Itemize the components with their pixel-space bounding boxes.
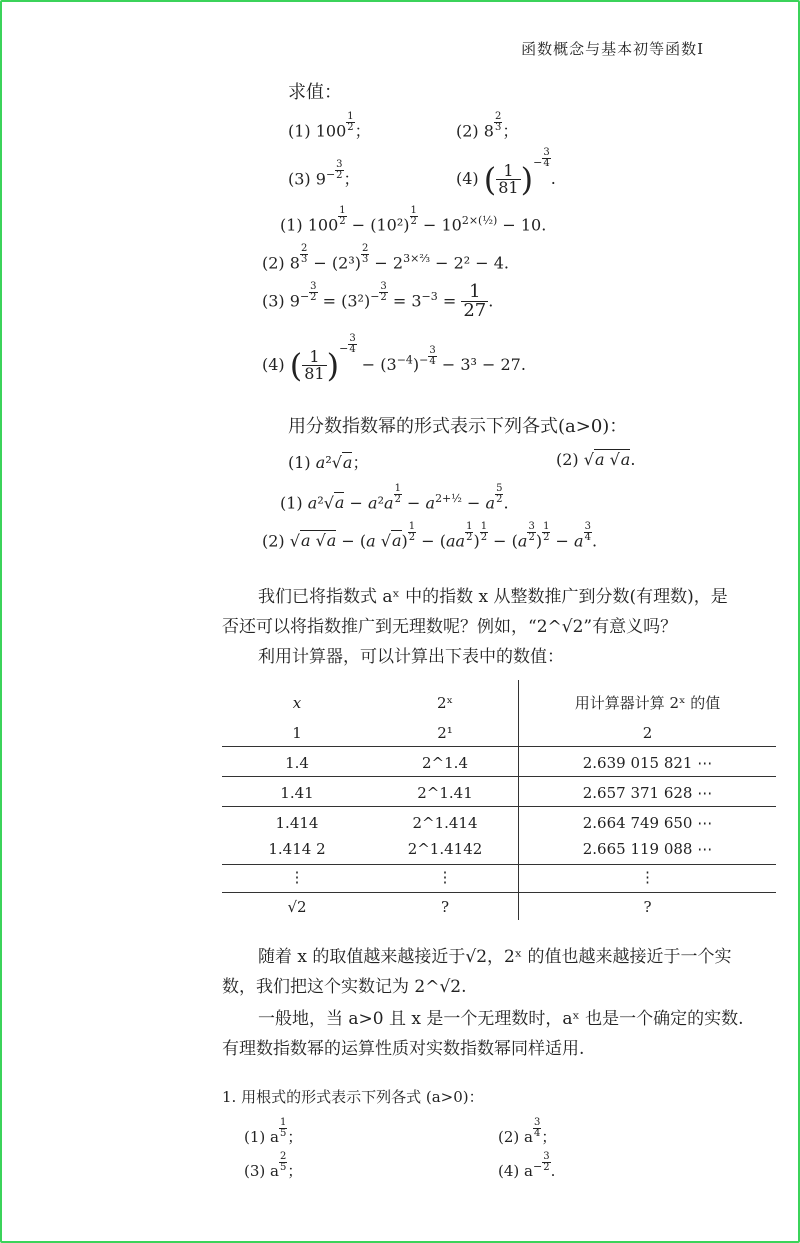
paragraph-3-line-2: 数，我们把这个实数记为 2^√2. <box>222 977 467 997</box>
example2-prompt: 用分数指数幂的形式表示下列各式(a>0)： <box>288 416 628 437</box>
exercise-item-2: (2) a $\frac{3}{4}$ ； <box>498 1117 557 1146</box>
solution1-line-2: (2) 8 $\frac{2}{3}$ − (2³) $\frac{2}{3}$ − $2^{3\times\frac{2}{3}} - 2^2 - 4$. <box>262 243 510 273</box>
table-row-2-x: 1.4 <box>285 754 309 772</box>
table-header-power: 2ˣ <box>437 694 453 712</box>
table-row-5-value: 2.665 119 088 ⋯ <box>582 840 713 858</box>
solution1-line-1: (1) 100 $\frac{1}{2}$ − (10²) $\frac{1}{2}$ − $10^{2\times(\frac{1}{2})} - 10$. <box>280 205 547 235</box>
paragraph-1-line-2: 否还可以将指数推广到无理数呢？例如，“2^√2”有意义吗？ <box>222 617 678 637</box>
table-row-1-x: 1 <box>292 724 302 742</box>
solution2-line-1: (1) a²√a − a²a $\frac{1}{2}$ − $a^{2+\frac{1}{2}} - a$ $\frac{5}{2}$ . <box>280 483 509 513</box>
table-row-7-value: ? <box>643 898 652 916</box>
exercise-item-1: (1) a $\frac{1}{5}$ ； <box>244 1117 303 1146</box>
example1-item-1: (1) 100 $\frac{1}{2}$ ； <box>288 111 371 141</box>
table-row-5-power: 2^1.4142 <box>407 840 483 858</box>
example1-item-2: (2) 8 $\frac{2}{3}$ ； <box>456 111 519 141</box>
table-row-4-value: 2.664 749 650 ⋯ <box>582 814 713 832</box>
table-row-3-value: 2.657 371 628 ⋯ <box>582 784 713 802</box>
calculation-table <box>222 680 776 920</box>
paragraph-4-line-2: 有理数指数幂的运算性质对实数指数幂同样适用. <box>222 1039 585 1059</box>
table-row-2-value: 2.639 015 821 ⋯ <box>582 754 713 772</box>
table-row-1-value: 2 <box>642 724 653 742</box>
example2-item-1: (1) a²√a； <box>288 453 369 472</box>
table-row-7-x: √2 <box>287 898 307 916</box>
exercise-title: 1. 用根式的形式表示下列各式 (a>0)： <box>222 1088 484 1106</box>
paragraph-1-line-1: 我们已将指数式 aˣ 中的指数 x 从整数推广到分数(有理数)，是 <box>258 587 728 607</box>
table-row-7-power: ? <box>440 898 450 916</box>
table-header-value: 用计算器计算 2ˣ 的值 <box>574 694 721 712</box>
example1-item-4: (4) ( $\frac{1}{81}$ )− $\frac{3}{4}$ . <box>456 147 556 199</box>
table-row-6-value: ⋮ <box>640 868 655 886</box>
solution1-line-4: (4) ( $\frac{1}{81}$ )− $\frac{3}{4}$ − $(3^{-4})^-$ $\frac{3}{4}$ − 3³ − 27. <box>262 333 526 385</box>
table-row-6-x: ⋮ <box>289 868 305 886</box>
paragraph-4-line-1: 一般地，当 a>0 且 x 是一个无理数时，aˣ 也是一个确定的实数. <box>258 1009 744 1029</box>
paragraph-3-line-1: 随着 x 的取值越来越接近于√2，2ˣ 的值也越来越接近于一个实 <box>258 947 732 967</box>
table-row-4-x: 1.414 <box>275 814 319 832</box>
running-header: 函数概念与基本初等函数Ⅰ <box>521 40 704 58</box>
solution2-line-2: (2) √a √a − (a √a) $\frac{1}{2}$ − (aa $\frac{1}{2}$ ) $\frac{1}{2}$ − (a $\frac{3}{2}$ ) $\frac{1}{2}$ − a $\frac{3}{4}$ . <box>262 521 598 551</box>
table-row-2-power: 2^1.4 <box>422 754 468 772</box>
table-row-1-power: 2¹ <box>437 724 453 742</box>
example1-prompt: 求值： <box>288 82 342 103</box>
table-header-x: x <box>292 694 302 712</box>
example1-item-3: (3) 9− $\frac{3}{2}$ ； <box>288 159 360 189</box>
paragraph-2: 利用计算器，可以计算出下表中的数值： <box>258 647 564 667</box>
exercise-item-4: (4) a− $\frac{3}{2}$ . <box>498 1151 556 1180</box>
exercise-item-3: (3) a $\frac{2}{5}$ ； <box>244 1151 303 1180</box>
table-row-6-power: ⋮ <box>437 868 453 886</box>
table-row-3-power: 2^1.41 <box>417 784 473 802</box>
table-row-3-x: 1.41 <box>280 784 314 802</box>
table-row-4-power: 2^1.414 <box>412 814 478 832</box>
example2-item-2: (2) √a √a. <box>556 450 636 469</box>
solution1-line-3: (3) 9− $\frac{3}{2}$ = (3²)− $\frac{3}{2}$ = $3^{-3}$ = $\frac{1}{27}$ . <box>262 281 494 322</box>
table-row-5-x: 1.414 2 <box>268 840 326 858</box>
